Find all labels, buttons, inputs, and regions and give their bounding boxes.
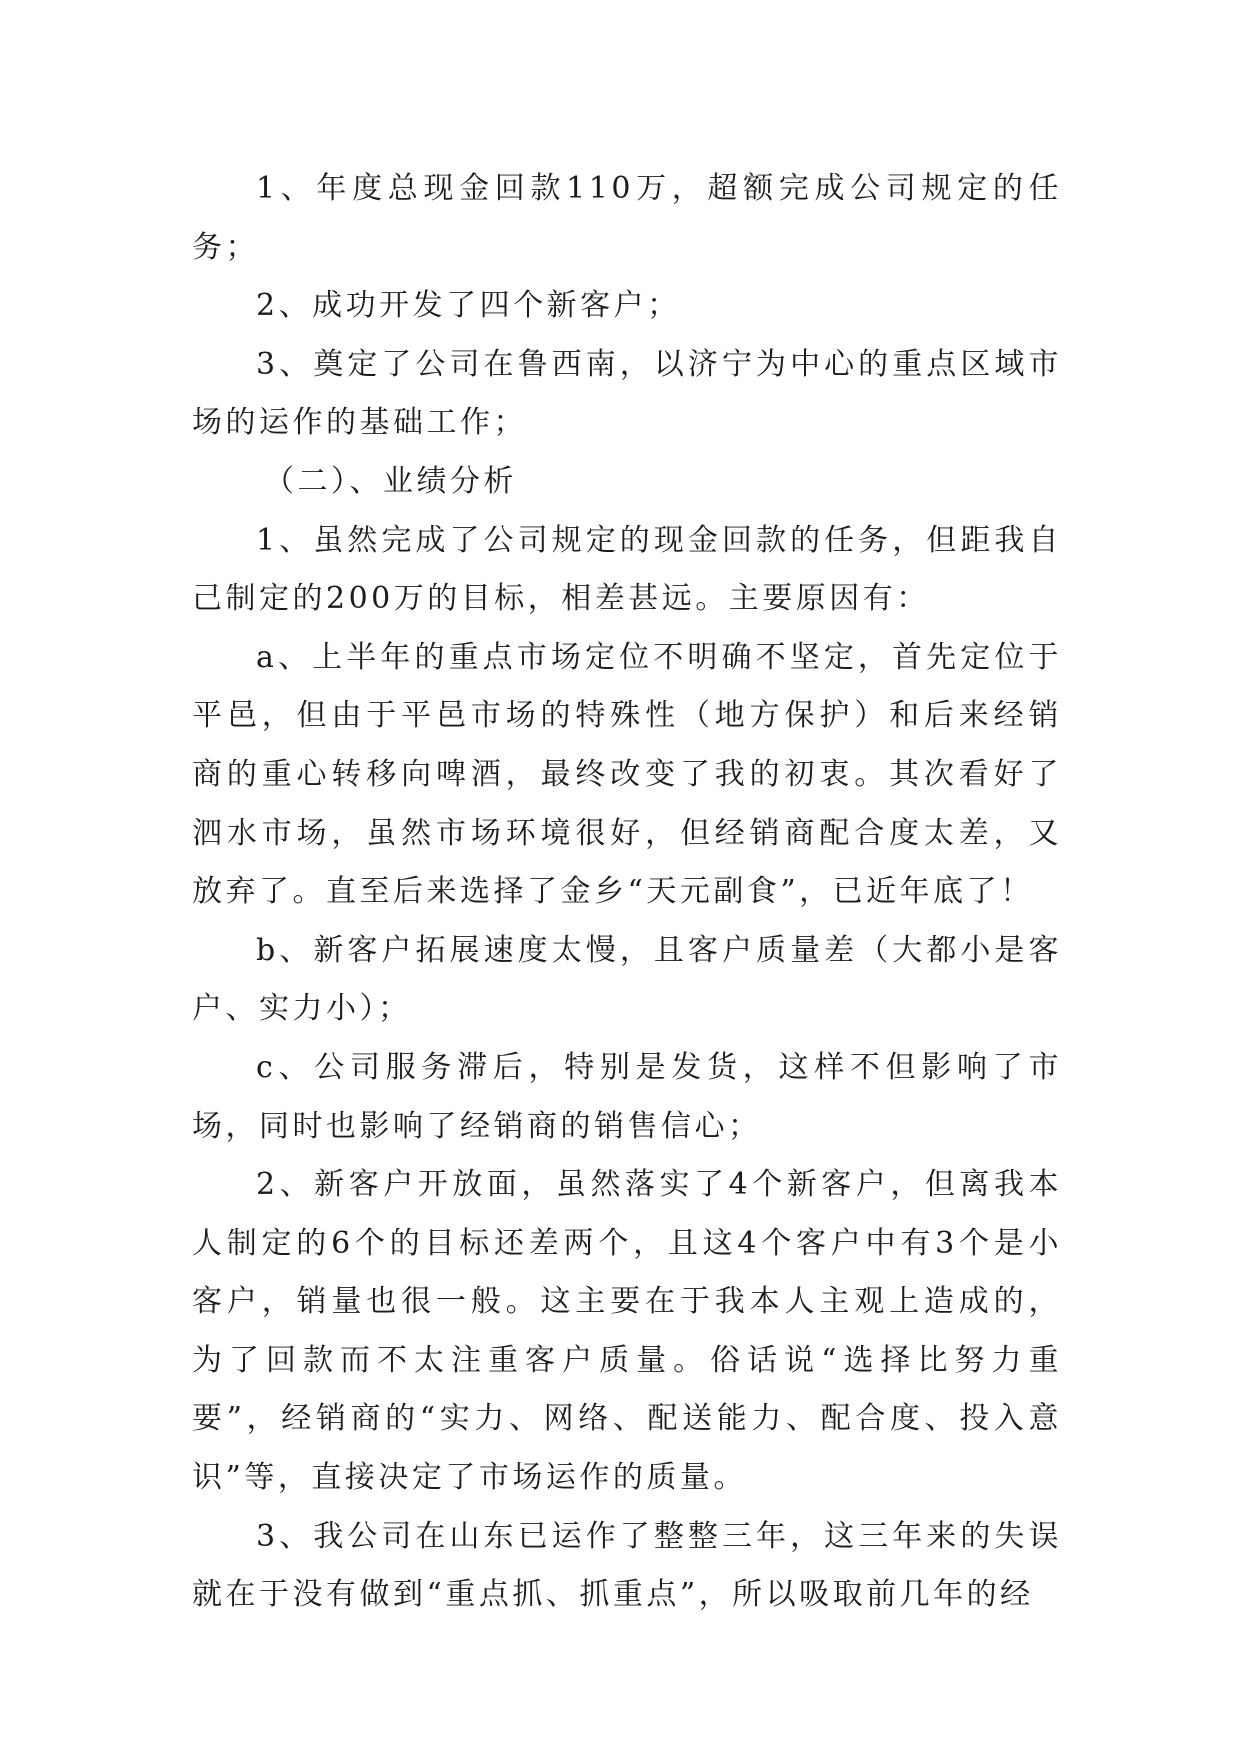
paragraph-achievement-1: 1、年度总现金回款110万，超额完成公司规定的任务； (192, 171, 1062, 265)
paragraph-analysis-3: 3、我公司在山东已运作了整整三年，这三年来的失误就在于没有做到“重点抓、抓重点”，所以吸取前几年的经 (192, 1518, 1062, 1613)
section-heading-performance-analysis: （二）、业绩分析 (264, 463, 517, 499)
paragraph-analysis-1a: a、上半年的重点市场定位不明确不坚定，首先定位于平邑，但由于平邑市场的特殊性（地方保护）和后来经销商的重心转移向啤酒，最终改变了我的初衷。其次看好了泗水市场，虽然市场环境很好，但经销商配合度太差，又放弃了。直至后来选择了金乡“天元副食”，已近年底了！ (192, 639, 1062, 910)
document-body (192, 160, 1062, 1625)
paragraph-achievement-2: 2、成功开发了四个新客户； (256, 288, 681, 324)
paragraph-achievement-3: 3、奠定了公司在鲁西南，以济宁为中心的重点区域市场的运作的基础工作； (192, 346, 1062, 441)
paragraph-analysis-1c: c、公司服务滞后，特别是发货，这样不但影响了市场，同时也影响了经销商的销售信心； (192, 1049, 1062, 1144)
paragraph-analysis-2: 2、新客户开放面，虽然落实了4个新客户，但离我本人制定的6个的目标还差两个，且这4个客户中有3个是小客户，销量也很一般。这主要在于我本人主观上造成的，为了回款而不太注重客户质量。俗话说“选择比努力重要”，经销商的“实力、网络、配送能力、配合度、投入意识”等，直接决定了市场运作的质量。 (192, 1167, 1062, 1496)
paragraph-analysis-1b: b、新客户拓展速度太慢，且客户质量差（大都小是客户、实力小）； (192, 932, 1062, 1027)
paragraph-analysis-1: 1、虽然完成了公司规定的现金回款的任务，但距我自己制定的200万的目标，相差甚远。主要原因有： (192, 522, 1062, 617)
